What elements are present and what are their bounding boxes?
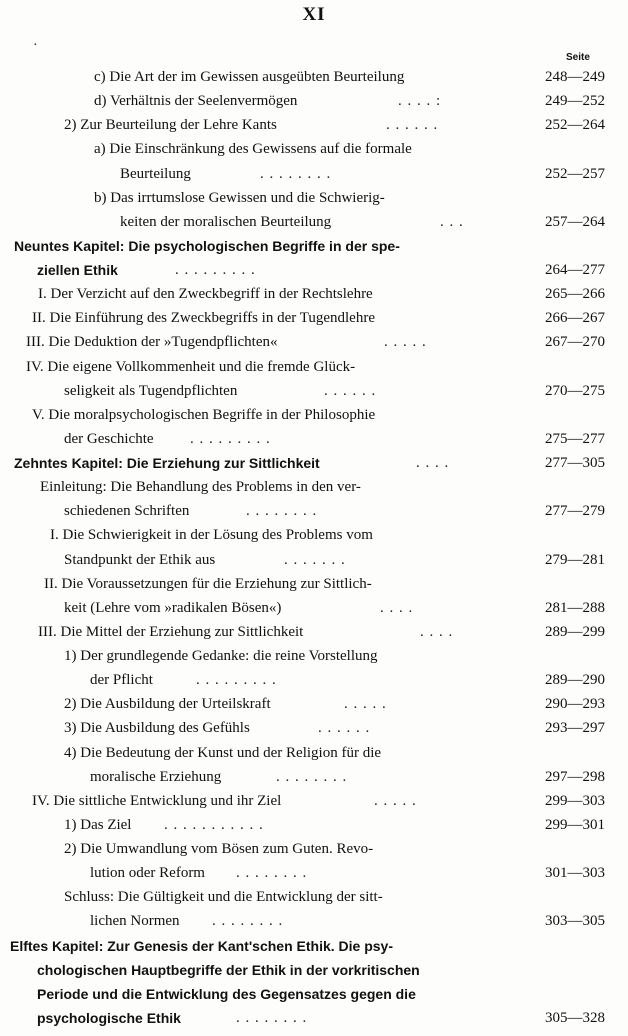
dot-leader: . . . . . . . . bbox=[212, 913, 284, 930]
page-range: 266—267 bbox=[545, 310, 605, 327]
page-range: 299—303 bbox=[545, 792, 605, 809]
entry-text: a) Die Einschränkung des Gewissens auf die formale bbox=[94, 141, 412, 158]
entry-text: Standpunkt der Ethik aus bbox=[64, 551, 216, 568]
page-number: XI bbox=[302, 4, 326, 25]
page-range: 301—303 bbox=[545, 865, 605, 882]
page-range: 277—279 bbox=[545, 503, 605, 520]
entry-text: c) Die Art der im Gewissen ausgeübten Beurteilung bbox=[94, 69, 405, 85]
entry-text: II. Die Einführung des Zweckbegriffs in der Tugendlehre bbox=[32, 310, 375, 327]
corner-mark: · bbox=[33, 38, 38, 53]
entry-text: Einleitung: Die Behandlung des Problems in den ver- bbox=[40, 479, 361, 496]
chapter-title: chologischen Hauptbegriffe der Ethik in der vorkritischen bbox=[37, 961, 420, 978]
dot-leader: . . . . bbox=[416, 455, 450, 471]
entry-text: d) Verhältnis der Seelenvermögen bbox=[94, 93, 298, 110]
entry-text: I. Der Verzicht auf den Zweckbegriff in der Rechtslehre bbox=[38, 286, 373, 303]
chapter-title: Periode und die Entwicklung des Gegensatzes gegen die bbox=[37, 985, 416, 1002]
dot-leader: . . . . . bbox=[344, 696, 387, 713]
dot-leader: . . . . bbox=[380, 599, 414, 616]
page-range: 249—252 bbox=[545, 93, 605, 110]
chapter-title: Elftes Kapitel: Zur Genesis der Kant'schen Ethik. Die psy- bbox=[10, 937, 393, 954]
page-range: 299—301 bbox=[545, 816, 605, 833]
page-range: 270—275 bbox=[545, 382, 605, 399]
entry-text: 2) Zur Beurteilung der Lehre Kants bbox=[64, 117, 277, 134]
entry-text: lichen Normen bbox=[90, 913, 180, 930]
entry-text: III. Die Deduktion der »Tugendpflichten« bbox=[26, 334, 278, 351]
page-range: 252—264 bbox=[545, 117, 605, 134]
entry-text: V. Die moralpsychologischen Begriffe in der Philosophie bbox=[32, 406, 376, 423]
entry-text: moralische Erziehung bbox=[90, 768, 222, 785]
entry-text: I. Die Schwierigkeit in der Lösung des Problems vom bbox=[50, 527, 373, 544]
dot-leader: . . . . . bbox=[384, 334, 427, 351]
dot-leader: . . . . . . . . bbox=[246, 503, 318, 520]
page-range: 297—298 bbox=[545, 768, 605, 785]
entry-text: b) Das irrtumslose Gewissen und die Schwierig- bbox=[94, 189, 385, 206]
page-range: 281—288 bbox=[545, 599, 605, 616]
dot-leader: . . . . . . . . . . . bbox=[164, 816, 264, 833]
dot-leader: . . . . . . . bbox=[284, 551, 346, 568]
page-range: 257—264 bbox=[545, 213, 605, 230]
entry-text: IV. Die eigene Vollkommenheit und die fremde Glück- bbox=[26, 358, 356, 375]
page-range: 267—270 bbox=[545, 334, 605, 351]
chapter-title: ziellen Ethik bbox=[37, 262, 118, 278]
dot-leader: . . . . . . . . bbox=[236, 865, 308, 882]
page-range: 264—277 bbox=[545, 262, 605, 278]
dot-leader: . . . . . . . . . bbox=[196, 672, 277, 689]
page-range: 277—305 bbox=[545, 455, 605, 471]
dot-leader: . . . . . . . . . bbox=[175, 262, 256, 278]
dot-leader: . . . . : bbox=[398, 93, 442, 110]
dot-leader: . . . . . . . . . bbox=[190, 430, 271, 447]
entry-text: 1) Der grundlegende Gedanke: die reine Vorstellung bbox=[64, 648, 378, 664]
page-range: 252—257 bbox=[545, 165, 605, 182]
entry-text: lution oder Reform bbox=[90, 865, 205, 882]
dot-leader: . . . . . . . . bbox=[276, 768, 348, 785]
chapter-title: Neuntes Kapitel: Die psychologischen Begriffe in der spe- bbox=[14, 237, 400, 254]
page-range: 303—305 bbox=[545, 913, 605, 930]
entry-text: der Pflicht bbox=[90, 672, 153, 689]
dot-leader: . . . . bbox=[420, 623, 454, 640]
entry-text: seligkeit als Tugendpflichten bbox=[64, 382, 238, 399]
dot-leader: . . . . . . bbox=[386, 117, 439, 134]
entry-text: 2) Die Umwandlung vom Bösen zum Guten. Revo- bbox=[64, 841, 374, 857]
page-range: 293—297 bbox=[545, 720, 605, 737]
entry-text: schiedenen Schriften bbox=[64, 503, 190, 520]
entry-text: keit (Lehre vom »radikalen Bösen«) bbox=[64, 599, 282, 616]
page-range: 279—281 bbox=[545, 551, 605, 568]
entry-text: III. Die Mittel der Erziehung zur Sittlichkeit bbox=[38, 623, 304, 640]
chapter-title: Zehntes Kapitel: Die Erziehung zur Sittlichkeit bbox=[14, 455, 320, 471]
dot-leader: . . . . . . . . bbox=[260, 165, 332, 182]
entry-text: 1) Das Ziel bbox=[64, 816, 132, 833]
dot-leader: . . . . . bbox=[374, 792, 417, 809]
entry-text: Schluss: Die Gültigkeit und die Entwicklung der sitt- bbox=[64, 889, 383, 906]
entry-text: 4) Die Bedeutung der Kunst und der Religion für die bbox=[64, 744, 382, 761]
entry-text: Beurteilung bbox=[120, 165, 191, 182]
entry-text: 3) Die Ausbildung des Gefühls bbox=[64, 720, 250, 737]
dot-leader: . . . . . . bbox=[318, 720, 371, 737]
dot-leader: . . . bbox=[440, 213, 464, 230]
seite-column-label: Seite bbox=[566, 52, 590, 63]
page-range: 275—277 bbox=[545, 430, 605, 447]
chapter-title: psychologische Ethik bbox=[37, 1009, 181, 1026]
page-range: 289—299 bbox=[545, 623, 605, 640]
entry-text: keiten der moralischen Beurteilung bbox=[120, 213, 332, 230]
entry-text: II. Die Voraussetzungen für die Erziehung zur Sittlich- bbox=[44, 575, 372, 592]
dot-leader: . . . . . . . . bbox=[236, 1009, 308, 1026]
page-range: 290—293 bbox=[545, 696, 605, 713]
page-range: 305—328 bbox=[545, 1009, 605, 1026]
entry-text: 2) Die Ausbildung der Urteilskraft bbox=[64, 696, 271, 713]
page-range: 289—290 bbox=[545, 672, 605, 689]
entry-text: IV. Die sittliche Entwicklung und ihr Ziel bbox=[32, 792, 282, 809]
dot-leader: . . . . . . bbox=[324, 382, 377, 399]
entry-text: der Geschichte bbox=[64, 430, 154, 447]
page-range: 248—249 bbox=[545, 69, 605, 85]
page-range: 265—266 bbox=[545, 286, 605, 303]
